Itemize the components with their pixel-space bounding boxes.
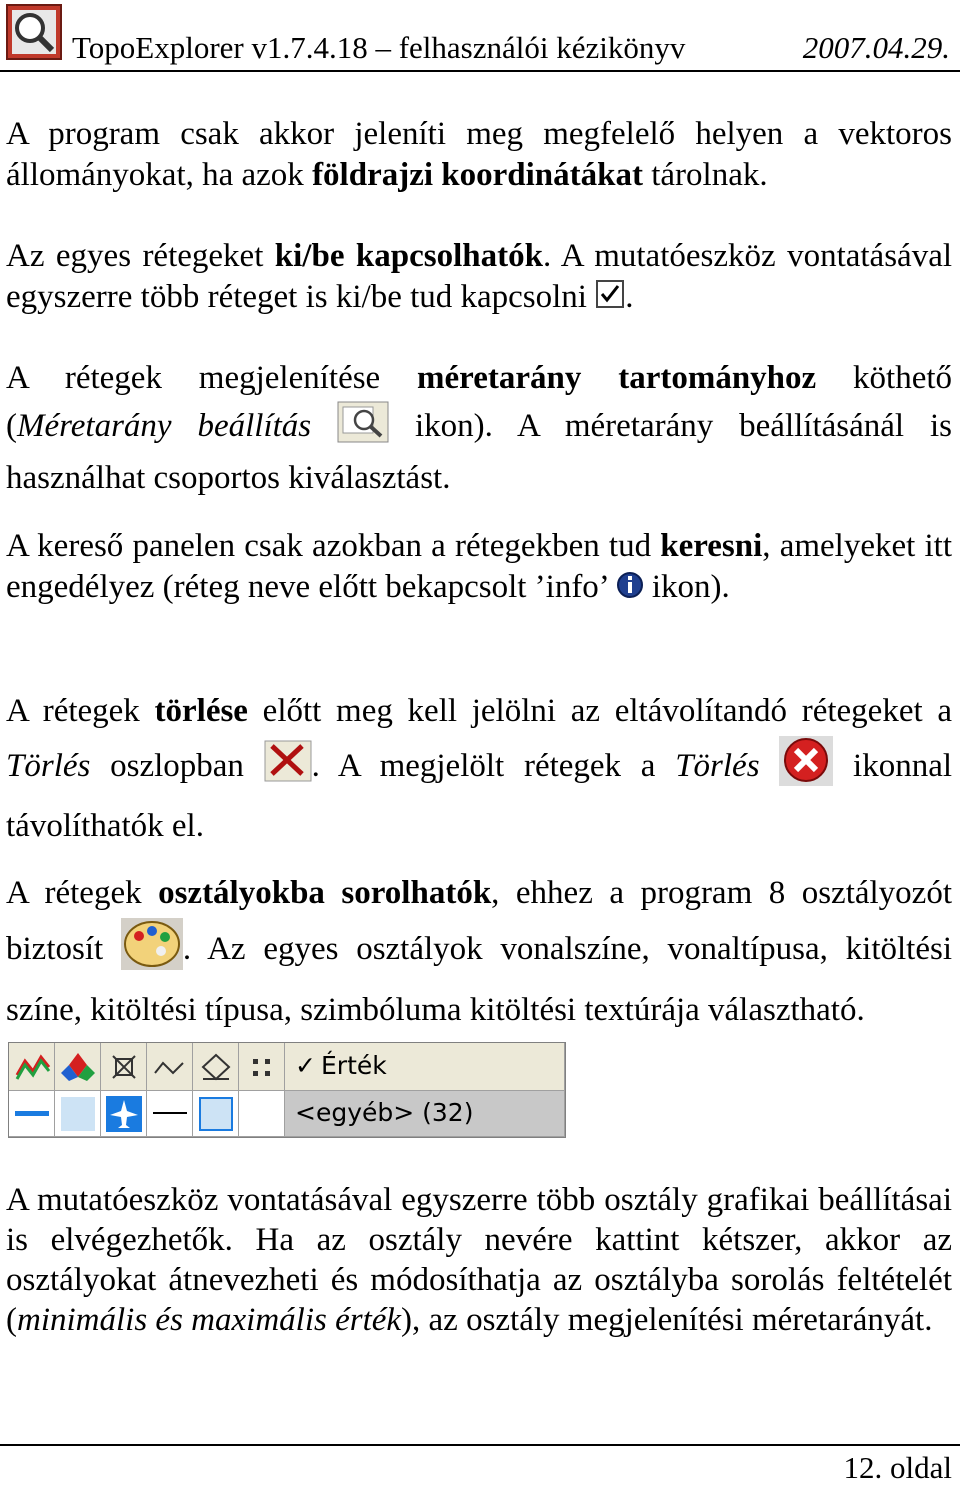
- app-logo-icon: [6, 4, 62, 60]
- value-header-label: Érték: [321, 1051, 387, 1080]
- paragraph-class-editing: [6, 1180, 952, 1340]
- texture-column[interactable]: [239, 1043, 285, 1091]
- text: .: [625, 279, 634, 315]
- line-color-cell[interactable]: [9, 1091, 55, 1137]
- symbol-column[interactable]: [101, 1043, 147, 1091]
- palette-icon: [121, 918, 183, 985]
- text: ikon).: [643, 569, 730, 605]
- italic-text: Törlés: [6, 748, 91, 785]
- text: . Az egyes osztályok vonalszíne, vonaltípusa, kitöltési színe, kitöltési típusa, szimbóluma kitöltési textúrája választható.: [6, 931, 952, 1028]
- texture-cell[interactable]: [239, 1091, 285, 1137]
- class-value-label: <egyéb> (32): [295, 1098, 474, 1127]
- bold-text: földrajzi koordinátákat: [312, 157, 643, 193]
- value-column-header[interactable]: [285, 1043, 565, 1091]
- line-color-icon: [9, 1043, 55, 1091]
- italic-text: minimális és maximális érték: [17, 1302, 402, 1338]
- fill-type-icon: [193, 1043, 239, 1091]
- italic-text: Törlés: [675, 748, 760, 785]
- delete-icon: [779, 736, 833, 801]
- bold-text: ki/be kapcsolhatók: [274, 238, 543, 274]
- footer-rule: [0, 1444, 960, 1446]
- bold-text: méretarány tartományhoz: [417, 360, 817, 396]
- paragraph-coordinates: [6, 114, 952, 196]
- value-cell[interactable]: [285, 1091, 565, 1137]
- text: A kereső panelen csak azokban a rétegekben tud: [6, 528, 661, 564]
- class-settings-table: [8, 1042, 566, 1138]
- text: A rétegek: [6, 693, 155, 729]
- header-rule: [0, 70, 960, 72]
- checkbox-icon: [595, 279, 625, 320]
- paragraph-delete-layers: [6, 686, 952, 851]
- text: A rétegek megjelenítése: [6, 360, 418, 396]
- airplane-icon: [101, 1091, 147, 1137]
- bold-text: osztályokba sorolhatók: [158, 875, 492, 911]
- text: A rétegek: [6, 875, 159, 911]
- document-date: 2007.04.29.: [802, 30, 950, 65]
- texture-icon: [239, 1043, 285, 1091]
- line-color-column[interactable]: [9, 1043, 55, 1091]
- symbol-cell[interactable]: [101, 1091, 147, 1137]
- text: köthető (: [6, 360, 953, 445]
- italic-text: Méretarány beállítás: [17, 408, 312, 445]
- text: A program csak akkor jeleníti meg megfelelő helyen a vektoros állományokat, ha azok: [6, 116, 952, 193]
- fill-color-cell[interactable]: [55, 1091, 101, 1137]
- text: oszlopban: [90, 748, 264, 785]
- line-type-column[interactable]: [147, 1043, 193, 1091]
- delete-mark-icon: [264, 740, 312, 797]
- text: ), az osztály megjelenítési méretarányát.: [401, 1302, 933, 1338]
- text: , ehhez a program 8 osztályozót biztosít: [6, 875, 952, 968]
- page-number: 12. oldal: [843, 1450, 952, 1485]
- fill-type-column[interactable]: [193, 1043, 239, 1091]
- symbol-icon: [101, 1043, 147, 1091]
- chevron-down-icon: ✓: [295, 1051, 316, 1080]
- fill-color-column[interactable]: [55, 1043, 101, 1091]
- line-type-cell[interactable]: [147, 1091, 193, 1137]
- text: Az egyes rétegeket: [6, 238, 275, 274]
- document-title: TopoExplorer v1.7.4.18 – felhasználói kézikönyv: [72, 30, 686, 65]
- line-type-icon: [147, 1043, 193, 1091]
- paragraph-search-layers: [6, 526, 952, 610]
- text: ikon). A méretarány beállításánál is használhat csoportos kiválasztást.: [6, 408, 952, 496]
- bold-text: törlése: [154, 693, 248, 729]
- paragraph-toggle-layers: [6, 236, 952, 320]
- fill-color-icon: [55, 1043, 101, 1091]
- fill-type-cell[interactable]: [193, 1091, 239, 1137]
- text: előtt meg kell jelölni az eltávolítandó rétegeket a: [247, 693, 952, 729]
- text: . A megjelölt rétegek a: [311, 748, 676, 785]
- paragraph-scale-range: [6, 356, 952, 501]
- text: , amelyeket itt engedélyez (réteg neve előtt bekapcsolt ’info’: [6, 528, 952, 605]
- text: A mutatóeszköz vontatásával egyszerre több osztály grafikai beállításai is elvégezhetők. Ha az osztály nevére kattint kétszer, akkor az osztályokat átnevezheti és módosíthatja az osztályba sorolás feltételét (: [6, 1182, 952, 1338]
- text: ikonnal távolíthatók el.: [6, 748, 953, 844]
- text: . A mutatóeszköz vontatásával egyszerre több réteget is ki/be tud kapcsolni: [6, 238, 953, 315]
- paragraph-classes: [6, 868, 952, 1035]
- scale-settings-icon: [337, 401, 389, 456]
- info-icon: [616, 569, 644, 610]
- text: tárolnak.: [642, 157, 768, 193]
- bold-text: keresni: [660, 528, 763, 564]
